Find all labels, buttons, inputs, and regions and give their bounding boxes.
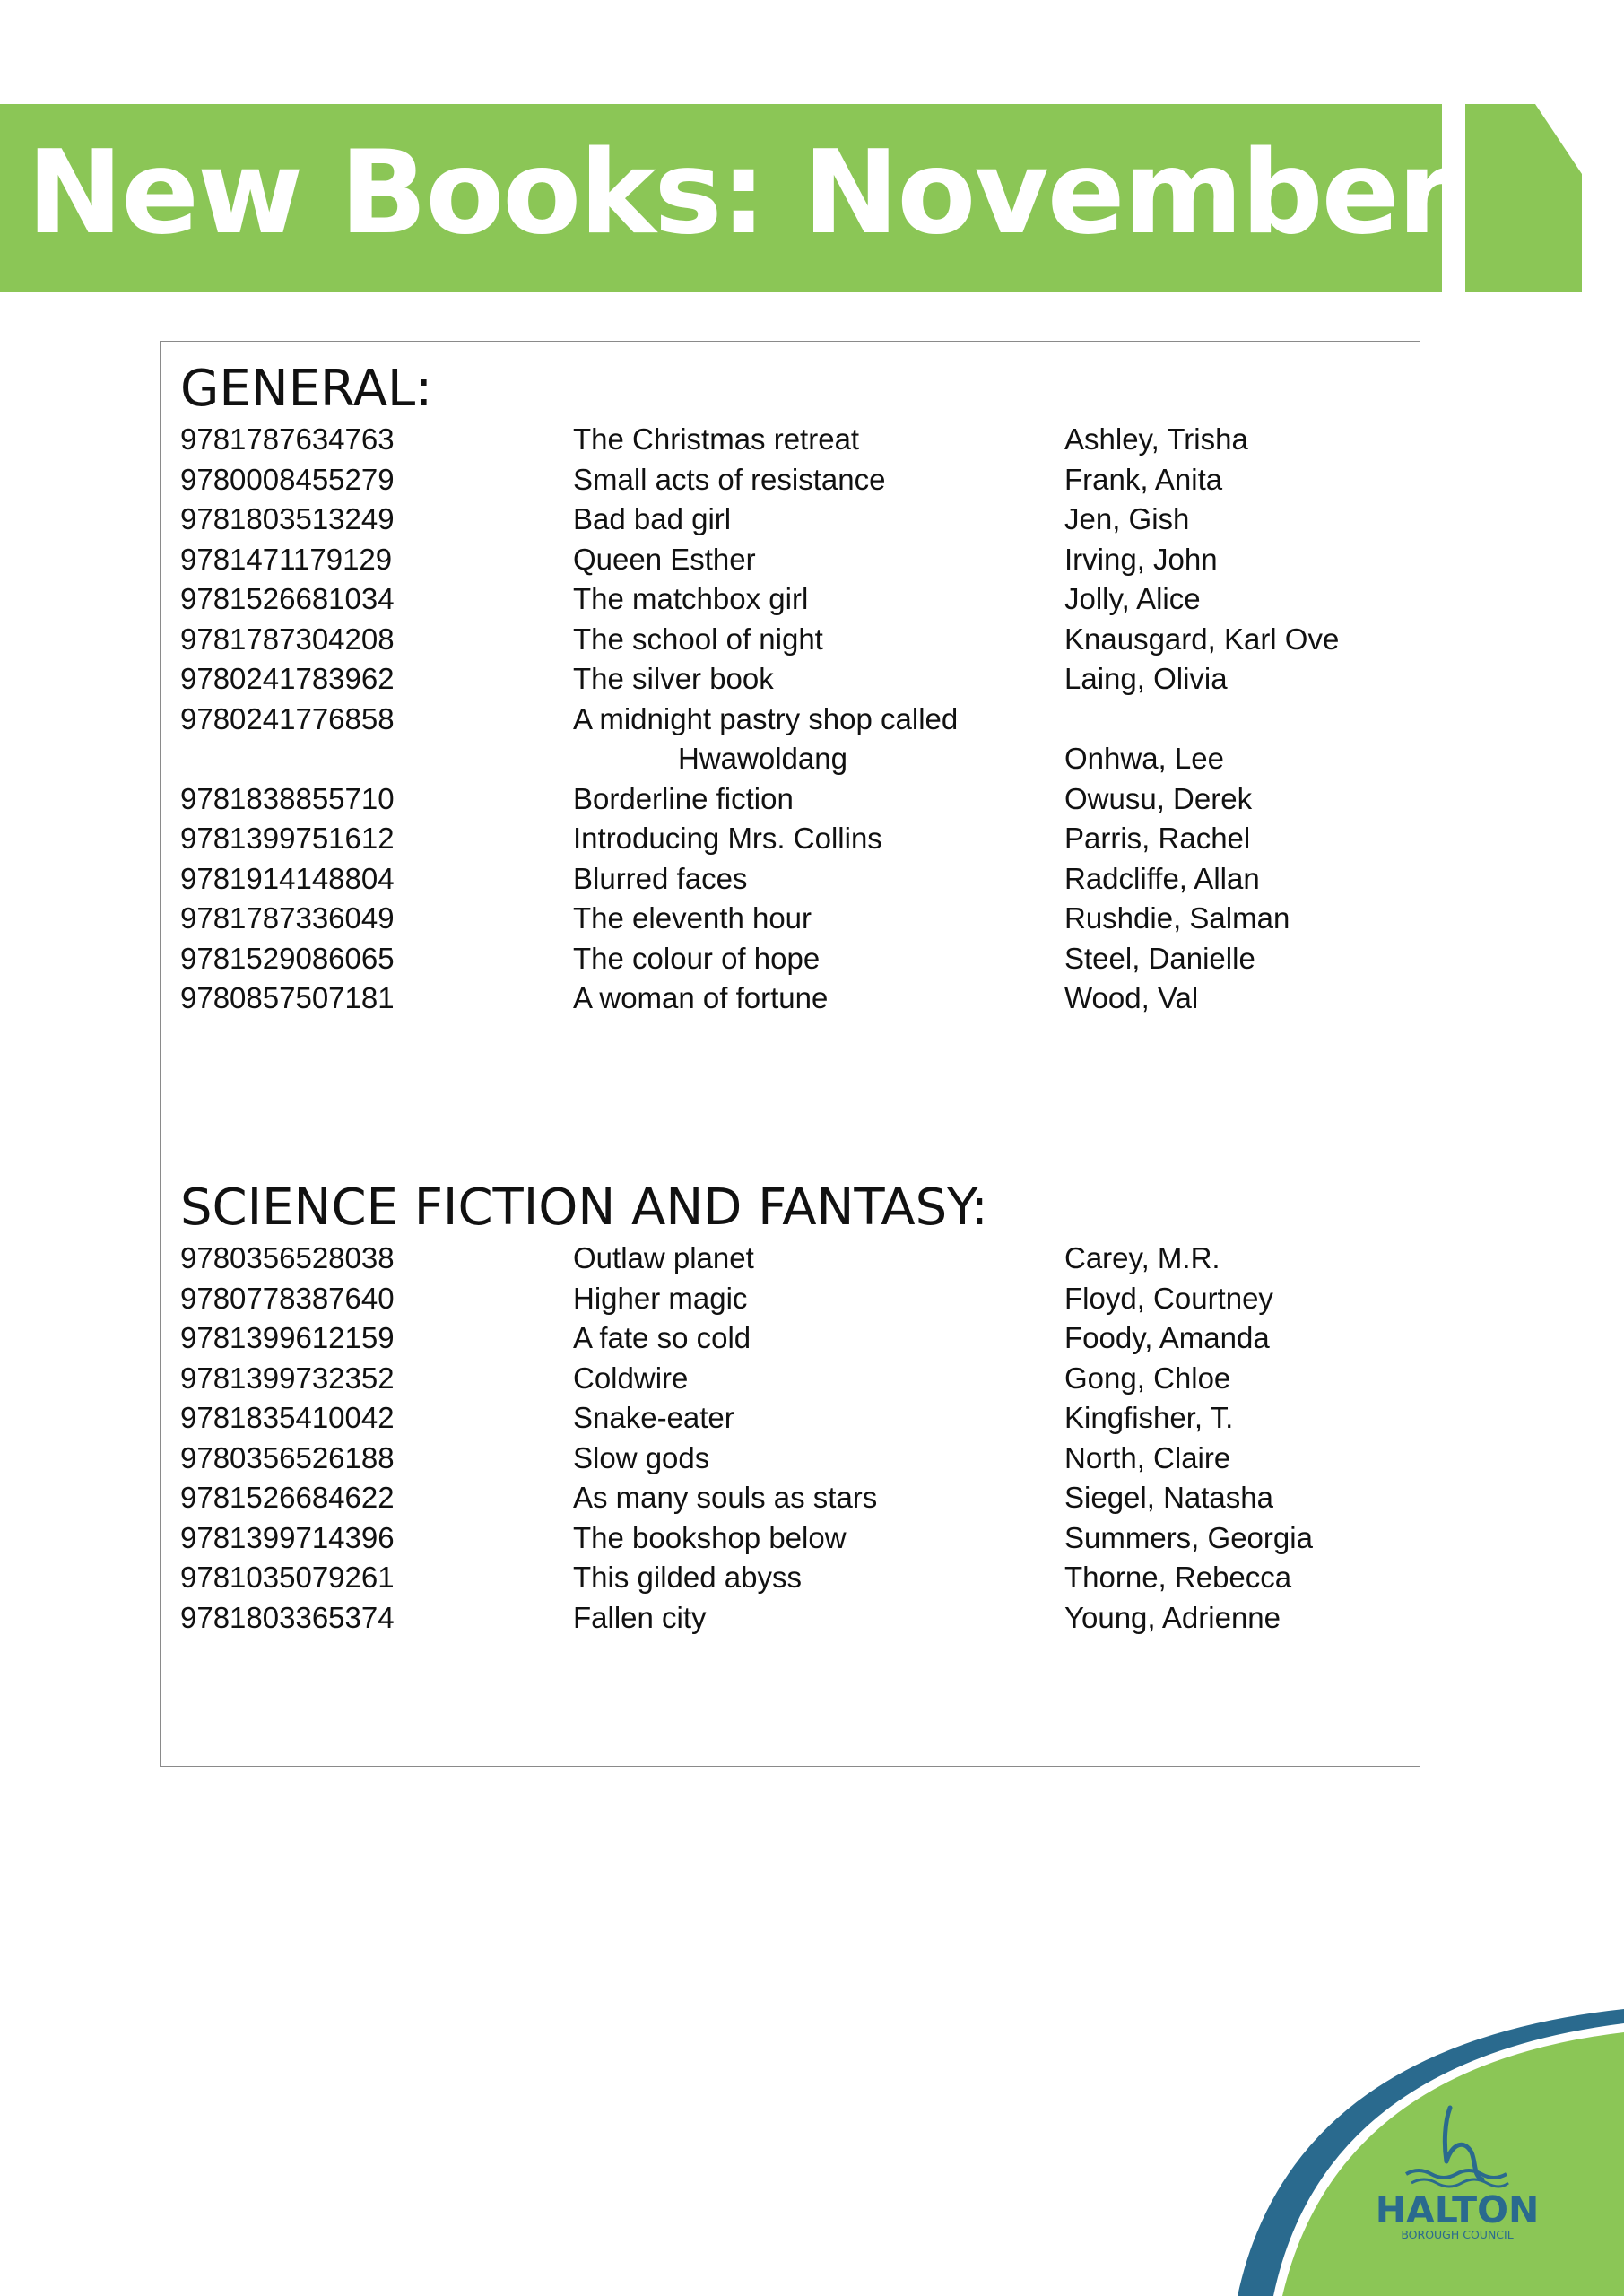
book-list-sci-fi-fantasy <box>180 1239 1409 1638</box>
book-isbn: 9781529086065 <box>180 941 395 975</box>
book-author: Young, Adrienne <box>1064 1600 1281 1634</box>
book-row <box>180 1239 1409 1279</box>
book-author: Wood, Val <box>1064 981 1199 1014</box>
book-title: Coldwire <box>573 1361 689 1395</box>
book-row <box>180 420 1409 460</box>
book-isbn: 9780356528038 <box>180 1241 395 1274</box>
book-author: Irving, John <box>1064 542 1218 576</box>
book-row <box>180 1478 1409 1518</box>
section-heading-general: GENERAL: <box>180 360 433 418</box>
book-row <box>180 700 1409 779</box>
book-author: Carey, M.R. <box>1064 1241 1220 1274</box>
page-title: New Books: November <box>27 126 1453 260</box>
book-row <box>180 779 1409 820</box>
book-author: Steel, Danielle <box>1064 941 1255 975</box>
book-title: Queen Esther <box>573 542 756 576</box>
book-list-box <box>160 341 1420 1767</box>
book-author: Knausgard, Karl Ove <box>1064 622 1340 656</box>
book-title: The eleventh hour <box>573 901 812 935</box>
book-isbn: 9781803365374 <box>180 1600 395 1634</box>
banner-tab-decoration <box>1465 104 1582 292</box>
logo-subtitle: BOROUGH COUNCIL <box>1401 2228 1514 2241</box>
book-isbn: 9780857507181 <box>180 981 395 1014</box>
book-author: Summers, Georgia <box>1064 1520 1313 1554</box>
book-title: A midnight pastry shop called <box>573 701 959 735</box>
book-title: Outlaw planet <box>573 1241 754 1274</box>
book-row <box>180 540 1409 580</box>
book-row <box>180 579 1409 620</box>
book-row <box>180 1518 1409 1559</box>
book-isbn: 9781526681034 <box>180 582 395 615</box>
book-author: Floyd, Courtney <box>1064 1281 1273 1315</box>
book-row <box>180 659 1409 700</box>
book-title: The school of night <box>573 622 823 656</box>
book-author: Owusu, Derek <box>1064 781 1253 815</box>
book-isbn: 9781399714396 <box>180 1520 395 1554</box>
book-isbn: 9781914148804 <box>180 861 395 895</box>
book-isbn: 9781787304208 <box>180 622 395 656</box>
book-author: Jolly, Alice <box>1064 582 1201 615</box>
book-isbn: 9781526684622 <box>180 1481 395 1514</box>
book-title: Slow gods <box>573 1440 710 1474</box>
section-heading-sci-fi-fantasy: SCIENCE FICTION AND FANTASY: <box>180 1178 988 1237</box>
book-author: Ashley, Trisha <box>1064 422 1248 456</box>
book-isbn: 9781399751612 <box>180 822 395 855</box>
book-row <box>180 1398 1409 1439</box>
book-isbn: 9781838855710 <box>180 781 395 815</box>
book-author: Rushdie, Salman <box>1064 901 1290 935</box>
book-title: The colour of hope <box>573 941 821 975</box>
book-author: Onhwa, Lee <box>1064 742 1224 775</box>
book-title: The silver book <box>573 662 774 695</box>
book-isbn: 9780356526188 <box>180 1440 395 1474</box>
book-title: The Christmas retreat <box>573 422 860 456</box>
book-title: Introducing Mrs. Collins <box>573 822 882 855</box>
book-title: Blurred faces <box>573 861 748 895</box>
book-title: Higher magic <box>573 1281 748 1315</box>
book-isbn: 9781399732352 <box>180 1361 395 1395</box>
book-row <box>180 1439 1409 1479</box>
book-row <box>180 500 1409 540</box>
book-row <box>180 620 1409 660</box>
book-row <box>180 1598 1409 1639</box>
book-title: A woman of fortune <box>573 981 829 1014</box>
book-row <box>180 819 1409 859</box>
book-author: Thorne, Rebecca <box>1064 1561 1292 1594</box>
book-row <box>180 460 1409 500</box>
book-row <box>180 899 1409 939</box>
book-row <box>180 939 1409 979</box>
header-banner <box>0 104 1453 292</box>
book-isbn: 9781787634763 <box>180 422 395 456</box>
book-isbn: 9780241776858 <box>180 701 395 735</box>
book-author: Gong, Chloe <box>1064 1361 1231 1395</box>
book-isbn: 9780008455279 <box>180 462 395 496</box>
book-author: North, Claire <box>1064 1440 1231 1474</box>
logo-name: HALTON <box>1375 2188 1540 2231</box>
book-author: Radcliffe, Allan <box>1064 861 1260 895</box>
book-isbn: 9781399612159 <box>180 1321 395 1354</box>
book-row <box>180 1318 1409 1359</box>
book-title: A fate so cold <box>573 1321 751 1354</box>
book-isbn: 9781787336049 <box>180 901 395 935</box>
book-isbn: 9781471179129 <box>180 542 393 576</box>
halton-logo <box>1238 2009 1624 2296</box>
book-title: This gilded abyss <box>573 1561 802 1594</box>
book-author: Jen, Gish <box>1064 502 1190 535</box>
book-author: Kingfisher, T. <box>1064 1401 1234 1434</box>
book-isbn: 9780778387640 <box>180 1281 395 1315</box>
book-isbn: 9781835410042 <box>180 1401 395 1434</box>
book-row <box>180 978 1409 1019</box>
book-title: As many souls as stars <box>573 1481 878 1514</box>
book-title: The bookshop below <box>573 1520 847 1554</box>
book-row <box>180 1359 1409 1399</box>
book-author: Foody, Amanda <box>1064 1321 1270 1354</box>
book-title: Borderline fiction <box>573 781 794 815</box>
book-row <box>180 859 1409 900</box>
book-isbn: 9781035079261 <box>180 1561 395 1594</box>
book-row <box>180 1558 1409 1598</box>
book-title-continuation: Hwawoldang <box>678 742 847 775</box>
book-title: Bad bad girl <box>573 502 732 535</box>
book-title: Small acts of resistance <box>573 462 886 496</box>
book-isbn: 9781803513249 <box>180 502 395 535</box>
book-author: Frank, Anita <box>1064 462 1223 496</box>
book-list-general <box>180 420 1409 1019</box>
book-author: Siegel, Natasha <box>1064 1481 1273 1514</box>
book-title: The matchbox girl <box>573 582 809 615</box>
book-author: Parris, Rachel <box>1064 822 1251 855</box>
book-isbn: 9780241783962 <box>180 662 395 695</box>
book-title: Fallen city <box>573 1600 707 1634</box>
book-row <box>180 1279 1409 1319</box>
book-author: Laing, Olivia <box>1064 662 1228 695</box>
book-title: Snake-eater <box>573 1401 734 1434</box>
